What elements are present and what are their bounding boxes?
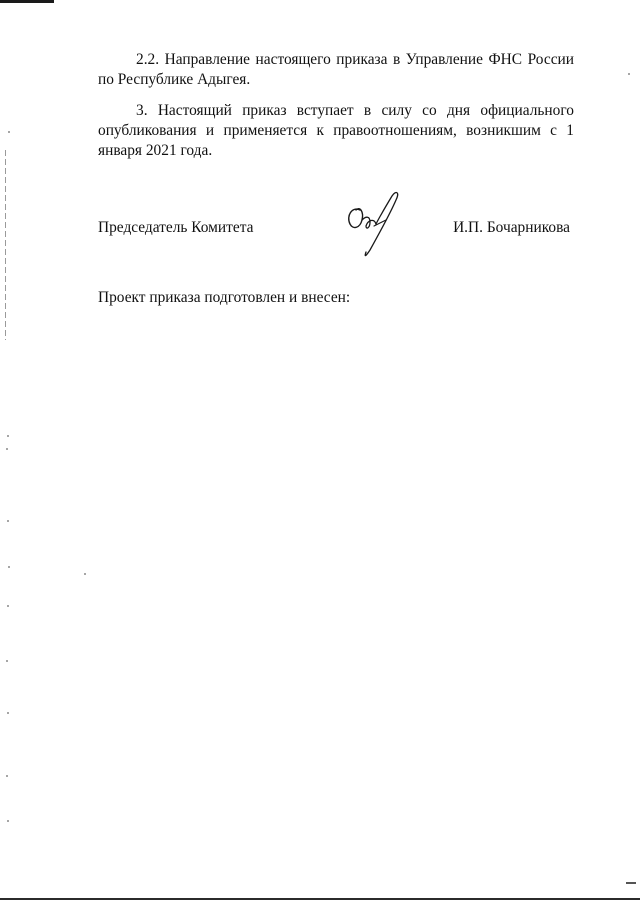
paragraph-2-2-line-1: 2.2. Направление настоящего приказа в Управление ФНС России по	[98, 51, 574, 88]
scan-speck	[8, 131, 10, 133]
scan-speck	[628, 73, 630, 75]
scan-speck	[7, 435, 9, 437]
handwritten-signature-icon	[340, 186, 410, 262]
paragraph-2-2-line-2: Республике Адыгея.	[117, 71, 251, 88]
scan-speck	[6, 775, 8, 777]
prepared-by-line: Проект приказа подготовлен и внесен:	[98, 289, 351, 306]
scan-speck	[8, 566, 10, 568]
scan-speck	[7, 605, 9, 607]
scan-speck	[84, 573, 86, 575]
scan-speck	[6, 660, 8, 662]
scan-edge-top	[0, 0, 54, 3]
paragraph-3-line-1: 3. Настоящий приказ вступает в силу со дня официального	[136, 102, 574, 119]
signatory-name: И.П. Бочарникова	[453, 219, 570, 236]
paragraph-2-2	[98, 50, 574, 90]
paragraph-3-line-2: опубликования и применяется к правоотношениям, возникшим с 1 января	[98, 122, 574, 159]
signature-row	[98, 219, 574, 243]
scan-speck	[7, 712, 9, 714]
signatory-position: Председатель Комитета	[98, 219, 254, 236]
paragraph-3	[98, 101, 574, 161]
scan-margin-artifact	[5, 150, 6, 340]
scan-speck	[7, 820, 9, 822]
scan-edge-bottom	[0, 898, 640, 900]
scan-speck	[7, 520, 9, 522]
scan-speck	[6, 448, 8, 450]
scan-edge-artifact	[626, 882, 636, 884]
paragraph-3-line-3: 2021 года.	[145, 142, 213, 159]
